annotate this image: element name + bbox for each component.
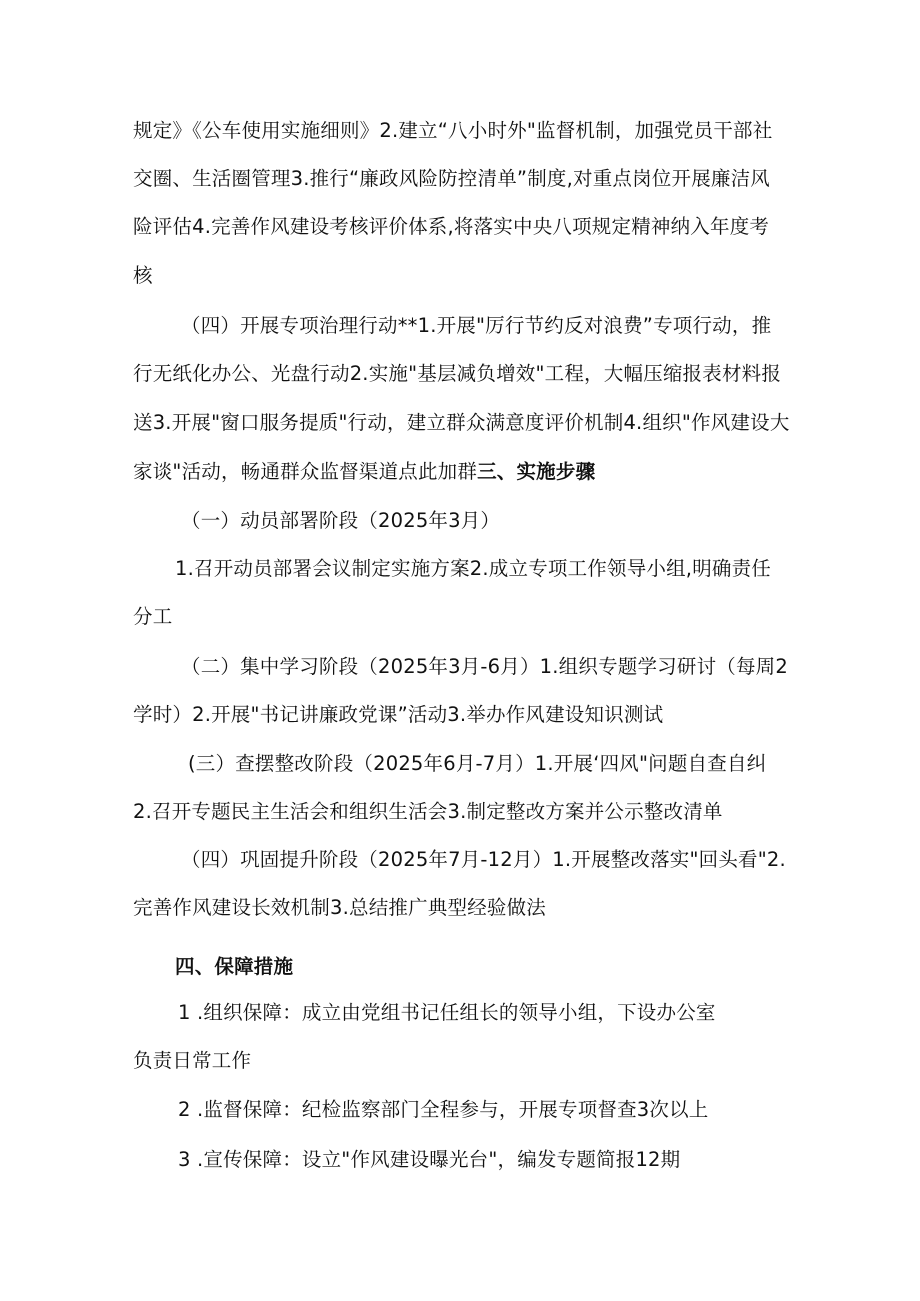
text-run: 负责日常工作 [133, 1049, 252, 1072]
text-run: 2.召开专题民主生活会和组织生活会3.制定整改方案并公示整改清单 [133, 800, 723, 823]
text-line [181, 652, 788, 682]
text-line [133, 116, 772, 146]
section-heading: 三、实施步骤 [477, 460, 596, 483]
text-line [133, 408, 790, 438]
text-run: 1 .组织保障：成立由党组书记任组长的领导小组，下设办公室 [178, 1001, 716, 1024]
text-line [133, 797, 723, 827]
text-run: 核 [133, 264, 153, 287]
text-run: 交圈、生活圈管理3.推行“廉政风险防控清单”制度,对重点岗位开展廉洁风 [133, 167, 771, 190]
text-run: 2 .监督保障：纪检监察部门全程参与，开展专项督查3次以上 [178, 1098, 709, 1121]
section-heading [175, 952, 293, 982]
text-run: （一）动员部署阶段（2025年3月） [181, 509, 501, 532]
text-line [133, 212, 769, 242]
text-run: 送3.开展"窗口服务提质"行动，建立群众满意度评价机制4.组织"作风建设大 [133, 411, 790, 434]
text-run: 险评估4.完善作风建设考核评价体系,将落实中央八项规定精神纳入年度考 [133, 215, 770, 238]
text-line [181, 506, 500, 536]
text-line [133, 261, 153, 291]
text-run: （四）开展专项治理行动**1.开展"厉行节约反对浪费”专项行动，推 [181, 314, 772, 337]
text-line [133, 893, 546, 923]
text-line [175, 554, 771, 584]
text-line [133, 164, 770, 194]
text-line [133, 602, 172, 632]
text-run: 行无纸化办公、光盘行动2.实施"基层减负增效"工程，大幅压缩报表材料报 [133, 362, 782, 385]
text-run: 1.召开动员部署会议制定实施方案2.成立专项工作领导小组,明确责任 [175, 557, 772, 580]
text-line [188, 749, 766, 779]
text-line [181, 845, 786, 875]
text-line [178, 1145, 680, 1175]
text-run: 3 .宣传保障：设立"作风建设曝光台"，编发专题简报12期 [178, 1148, 681, 1171]
text-run: （二）集中学习阶段（2025年3月-6月）1.组织专题学习研讨（每周2 [181, 655, 788, 678]
text-run: 完善作风建设长效机制3.总结推广典型经验做法 [133, 896, 547, 919]
text-line [181, 311, 771, 341]
text-run: 四、保障措施 [175, 955, 294, 978]
text-line [133, 1046, 251, 1076]
text-line [133, 700, 663, 730]
text-run: 家谈"活动，畅通群众监督渠道点此加群 [133, 460, 478, 483]
text-run: （四）巩固提升阶段（2025年7月-12月）1.开展整改落实"回头看"2. [181, 848, 786, 871]
text-run: 分工 [133, 605, 173, 628]
text-line [178, 998, 716, 1028]
text-run: 学时）2.开展"书记讲廉政党课”活动3.举办作风建设知识测试 [133, 703, 664, 726]
text-run: 规定》《公车使用实施细则》2.建立“八小时外"监督机制，加强党员干部社 [133, 119, 773, 142]
text-line [178, 1095, 709, 1125]
text-line [133, 359, 781, 389]
text-line [133, 457, 595, 487]
text-run: (三）查摆整改阶段（2025年6月-7月）1.开展‘四风"问题自查自纠 [188, 752, 767, 775]
